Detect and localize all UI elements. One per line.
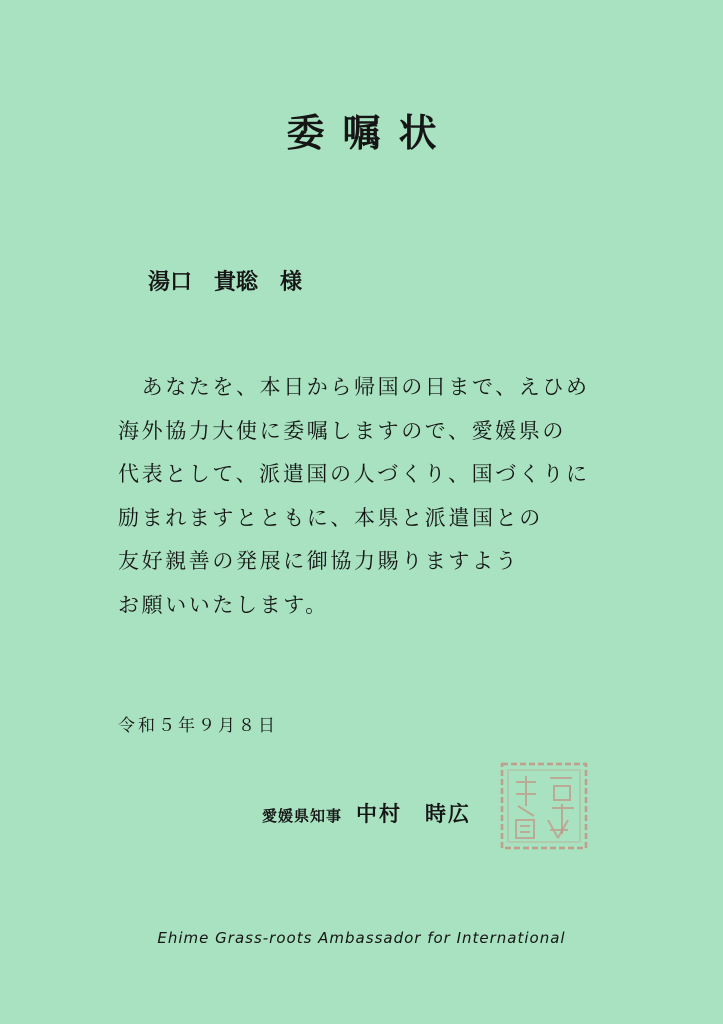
signer-name: 中村 時広 [356,801,472,826]
body-line: 励まれますとともに、本県と派遣国との [118,505,543,530]
signer-block [262,796,471,834]
body-line: 代表として、派遣国の人づくり、国づくりに [118,462,590,486]
certificate-title: 委嘱状 [286,110,455,155]
body-line: 友好親善の発展に御協力賜りますよう [118,549,520,573]
certificate-body [118,366,638,627]
official-seal-icon [498,760,590,852]
footer-caption: Ehime Grass-roots Ambassador for International [157,929,566,947]
recipient-name: 湯口 貴聡 様 [148,269,303,295]
body-line: あなたを、本日から帰国の日まで、えひめ [118,375,590,399]
issue-date: 令和５年９月８日 [118,716,278,736]
body-line: 海外協力大使に委嘱しますので、愛媛県の [118,418,566,443]
body-line: お願いいたします。 [118,592,329,617]
signer-office: 愛媛県知事 [262,807,343,825]
